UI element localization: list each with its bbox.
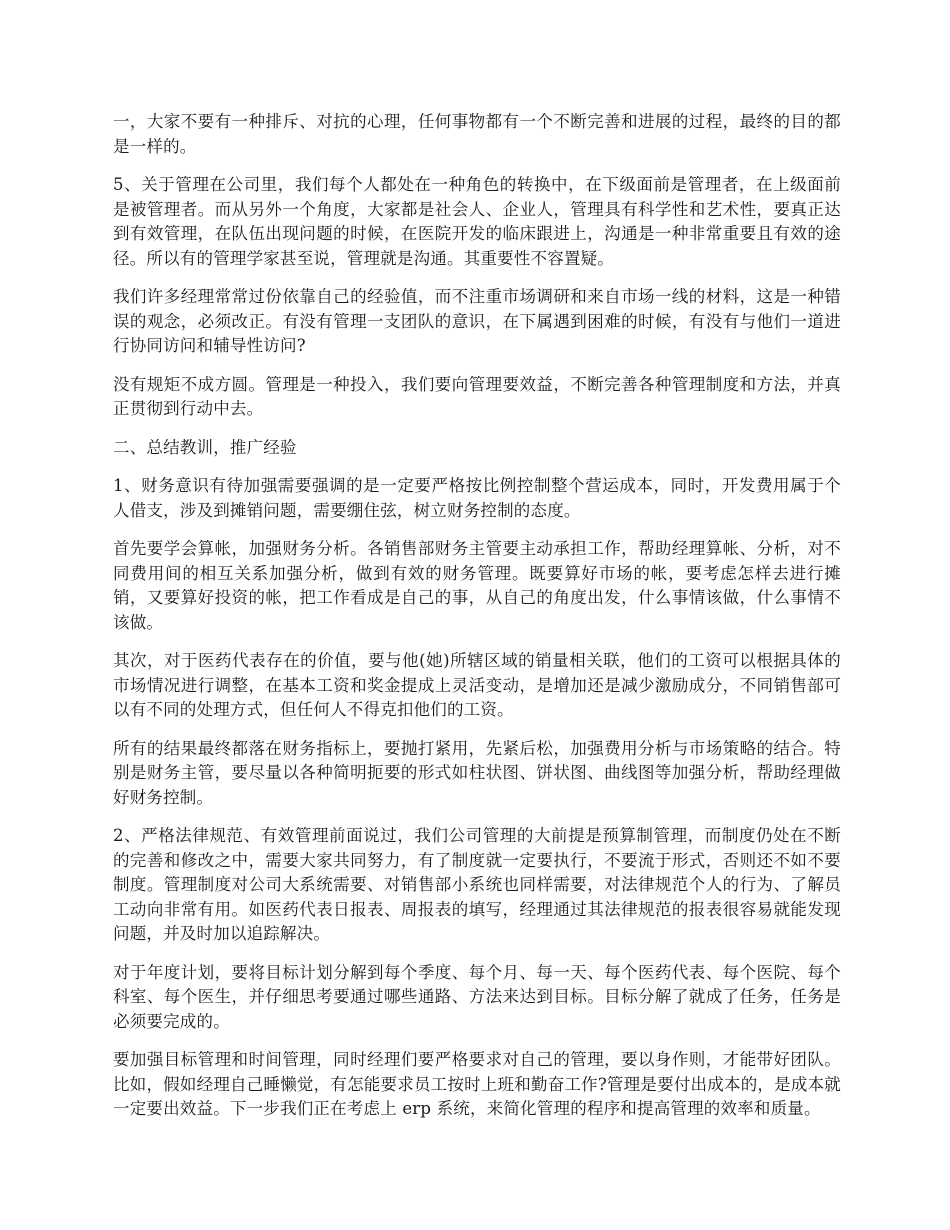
- paragraph: 一，大家不要有一种排斥、对抗的心理，任何事物都有一个不断完善和进展的过程，最终的目的都是一样的。: [113, 112, 841, 156]
- paragraph: 2、严格法律规范、有效管理前面说过，我们公司管理的大前提是预算制管理，而制度仍处在不断的完善和修改之中，需要大家共同努力，有了制度就一定要执行，不要流于形式，否则还不如不要制度。管理制度对公司大系统需要、对销售部小系统也同样需要，对法律规范个人的行为、了解员工动向非常有用。如医药代表日报表、周报表的填写，经理通过其法律规范的报表很容易就能发现问题，并及时加以追踪解决。: [113, 826, 841, 943]
- document-body: [113, 110, 841, 1136]
- paragraph: 其次，对于医药代表存在的价值，要与他(她)所辖区域的销量相关联，他们的工资可以根据具体的市场情况进行调整，在基本工资和奖金提成上灵活变动，是增加还是减少激励成分，不同销售部可以有不同的处理方式，但任何人不得克扣他们的工资。: [113, 651, 841, 719]
- paragraph: 没有规矩不成方圆。管理是一种投入，我们要向管理要效益，不断完善各种管理制度和方法，并真正贯彻到行动中去。: [113, 374, 841, 418]
- paragraph: 我们许多经理常常过份依靠自己的经验值，而不注重市场调研和来自市场一线的材料，这是一种错误的观念，必须改正。有没有管理一支团队的意识，在下属遇到困难的时候，有没有与他们一道进行协同访问和辅导性访问?: [113, 287, 841, 355]
- paragraph: 1、财务意识有待加强需要强调的是一定要严格按比例控制整个营运成本，同时，开发费用属于个人借支，涉及到摊销问题，需要绷住弦，树立财务控制的态度。: [113, 476, 841, 520]
- paragraph: 首先要学会算帐，加强财务分析。各销售部财务主管要主动承担工作，帮助经理算帐、分析，对不同费用间的相互关系加强分析，做到有效的财务管理。既要算好市场的帐，要考虑怎样去进行摊销，又要算好投资的帐，把工作看成是自己的事，从自己的角度出发，什么事情该做，什么事情不该做。: [113, 539, 841, 632]
- paragraph: 对于年度计划，要将目标计划分解到每个季度、每个月、每一天、每个医药代表、每个医院、每个科室、每个医生，并仔细思考要通过哪些通路、方法来达到目标。目标分解了就成了任务，任务是必须要完成的。: [113, 962, 841, 1031]
- section-heading: 二、总结教训，推广经验: [113, 437, 297, 457]
- paragraph: 要加强目标管理和时间管理，同时经理们要严格要求对自己的管理，要以身作则，才能带好团队。比如，假如经理自己睡懒觉，有怎能要求员工按时上班和勤奋工作?管理是要付出成本的，是成本就一定要出效益。下一步我们正在考虑上 erp 系统，来简化管理的程序和提高管理的效率和质量。: [113, 1050, 841, 1118]
- paragraph: 5、关于管理在公司里，我们每个人都处在一种角色的转换中，在下级面前是管理者，在上级面前是被管理者。而从另外一个角度，大家都是社会人、企业人，管理具有科学性和艺术性，要真正达到有效管理，在队伍出现问题的时候，在医院开发的临床跟进上，沟通是一种非常重要且有效的途径。所以有的管理学家甚至说，管理就是沟通。其重要性不容置疑。: [113, 175, 841, 268]
- paragraph: 所有的结果最终都落在财务指标上，要抛打紧用，先紧后松，加强费用分析与市场策略的结合。特别是财务主管，要尽量以各种简明扼要的形式如柱状图、饼状图、曲线图等加强分析，帮助经理做好财务控制。: [113, 738, 841, 807]
